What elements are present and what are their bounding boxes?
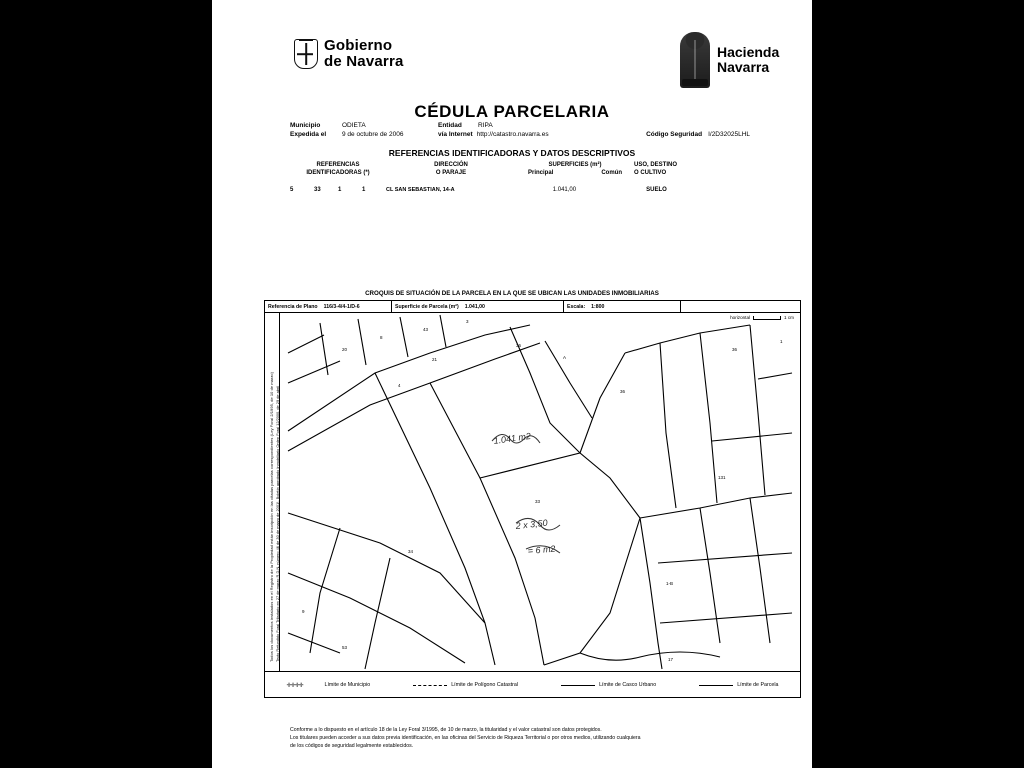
- expedida-value: 9 de octubre de 2006: [342, 131, 404, 138]
- legend-item-poligono: [413, 682, 518, 688]
- expedida-label: Expedida el: [290, 131, 327, 138]
- svg-text:21: 21: [432, 357, 438, 362]
- ref-4: 1: [362, 187, 366, 193]
- municipio-label: Municipio: [290, 122, 321, 129]
- svg-text:= 6 m2: = 6 m2: [527, 543, 556, 556]
- hacienda-logo-line1: Hacienda: [717, 44, 780, 61]
- svg-text:36: 36: [516, 343, 522, 348]
- side-note-line1: Todos los documentos instalados en el Registro de la Propiedad están inscripción en las citadas parcelas correspondientes (Ley Foral 2/1995, de 10 de marzo): [269, 371, 274, 662]
- svg-text:36: 36: [620, 389, 626, 394]
- legal-footer: [290, 726, 760, 750]
- croquis-info-bar: [265, 301, 800, 313]
- escala-label: Escala:: [567, 303, 586, 310]
- superficie-parcela-value: 1.041,00: [464, 303, 485, 310]
- referencia-plano-label: Referencia de Plano: [268, 303, 318, 310]
- svg-text:3: 3: [466, 319, 469, 324]
- codigo-seguridad-label: Código Seguridad: [646, 131, 703, 138]
- ref-2: 33: [314, 187, 321, 193]
- croquis-title: CROQUIS DE SITUACIÓN DE LA PARCELA EN LA QUE SE UBICAN LAS UNIDADES INMOBILIARIAS: [365, 290, 659, 297]
- svg-text:A: A: [563, 355, 567, 360]
- header-comun: Común: [601, 169, 622, 176]
- document-header: [212, 32, 812, 94]
- gobierno-de-navarra-logo: [294, 38, 404, 70]
- svg-text:131: 131: [718, 475, 726, 480]
- header-superficies: SUPERFICIES (m²) Principal Común: [528, 162, 622, 176]
- legend-item-casco: [561, 682, 656, 688]
- footer-line-2: Los titulares pueden acceder a sus datos previa identificación, en las oficinas del Servicio de Riqueza Territorial o por otros medios, utilizando cualquiera: [290, 735, 641, 742]
- referencia-plano-value: 116/3-4/4-1/D-6: [323, 303, 360, 310]
- cell-superficie-principal: 1.041,00: [552, 187, 577, 193]
- header-uso: USO, DESTINO O CULTIVO: [634, 162, 678, 176]
- section-title: REFERENCIAS IDENTIFICADORAS Y DATOS DESCRIPTIVOS: [388, 148, 636, 158]
- cell-direccion: CL SAN SEBASTIAN, 14-A: [386, 187, 455, 193]
- footer-line-3: de los códigos de seguridad legalmente establecidos.: [290, 743, 414, 750]
- legend-item-municipio: [287, 682, 371, 688]
- cell-uso: SUELO: [646, 187, 667, 193]
- solid-line-icon: [561, 682, 595, 688]
- entidad-label: Entidad: [438, 122, 462, 129]
- svg-text:43: 43: [423, 327, 429, 332]
- page-title: CÉDULA PARCELARIA: [414, 102, 610, 121]
- codigo-seguridad-value: I/2D32025LHL: [708, 131, 750, 138]
- ref-3: 1: [338, 187, 342, 193]
- legend-label-parcela: Límite de Parcela: [737, 681, 779, 688]
- referencias-table: [290, 162, 750, 196]
- svg-text:33: 33: [535, 499, 541, 504]
- svg-text:36: 36: [732, 347, 738, 352]
- side-note-line2: Texto Refundido Foral Tributario en 27 de marzo R.D.N. número 46 de 30 de marzo de 2001). Boletín aprobado Inmobiliario Orden Foral 12/2000, de 29 de abril: [275, 386, 280, 662]
- via-internet-value[interactable]: http://catastro.navarra.es: [476, 131, 549, 138]
- referencias-table-header: [290, 162, 750, 184]
- legend-label-casco: Límite de Casco Urbano: [599, 681, 657, 688]
- statue-icon: [680, 32, 710, 88]
- map-legend: [265, 671, 800, 697]
- navarra-shield-icon: [294, 39, 318, 69]
- dashed-line-icon: [413, 682, 447, 688]
- meta-row-municipio: [290, 122, 750, 131]
- header-referencias: REFERENCIAS IDENTIFICADORAS (*): [306, 162, 370, 176]
- ref-1: 5: [290, 187, 294, 193]
- hacienda-logo-line2: Navarra: [717, 59, 770, 75]
- svg-text:20: 20: [342, 347, 348, 352]
- legend-label-poligono: Límite de Polígono Catastral: [451, 681, 519, 688]
- superficie-parcela-label: Superficie de Parcela (m²): [395, 303, 459, 310]
- document-page: [212, 0, 812, 768]
- escala-value: 1:800: [591, 303, 605, 310]
- thin-line-icon: [699, 682, 733, 688]
- cell-referencias: [290, 187, 386, 193]
- svg-text:1.041 m2: 1.041 m2: [492, 430, 532, 446]
- cadastral-map[interactable]: [280, 313, 800, 671]
- footer-line-1: Conforme a lo dispuesto en el artículo 18 de la Ley Foral 3/1995, de 10 de marzo, la titularidad y el valor catastral son datos protegidos.: [290, 727, 602, 733]
- legend-item-parcela: [699, 682, 778, 688]
- svg-text:34: 34: [408, 549, 414, 554]
- header-principal: Principal: [528, 169, 554, 176]
- svg-text:4: 4: [398, 383, 401, 388]
- svg-text:1: 1: [780, 339, 783, 344]
- table-row: [290, 184, 750, 196]
- svg-text:2 x 3,50: 2 x 3,50: [515, 517, 549, 531]
- via-internet-label: vía Internet: [438, 131, 473, 138]
- svg-text:8: 8: [380, 335, 383, 340]
- entidad-value: RIPA: [478, 122, 493, 129]
- header-direccion: DIRECCIÓN O PARAJE: [434, 162, 468, 176]
- croquis-map-box: [264, 300, 801, 698]
- meta-row-expedida: [290, 131, 750, 140]
- svg-text:17: 17: [668, 657, 674, 662]
- svg-text:1-B: 1-B: [666, 581, 674, 586]
- legend-label-municipio: Límite de Municipio: [324, 681, 371, 688]
- municipio-value: ODIETA: [342, 122, 366, 129]
- croquis-side-note: [265, 312, 280, 671]
- hacienda-navarra-logo: [680, 32, 779, 88]
- gobierno-logo-line1: Gobierno: [324, 37, 393, 54]
- scale-bar-label: horizontal: [730, 315, 751, 320]
- gobierno-logo-line2: de Navarra: [324, 53, 404, 71]
- crosses-line-icon: ✛✛✛✛: [286, 682, 303, 689]
- scale-bar-value: 1 cm: [784, 315, 794, 320]
- cadastral-map-svg: [280, 313, 800, 671]
- document-meta: [290, 122, 750, 140]
- svg-text:9: 9: [302, 609, 305, 614]
- svg-text:53: 53: [342, 645, 348, 650]
